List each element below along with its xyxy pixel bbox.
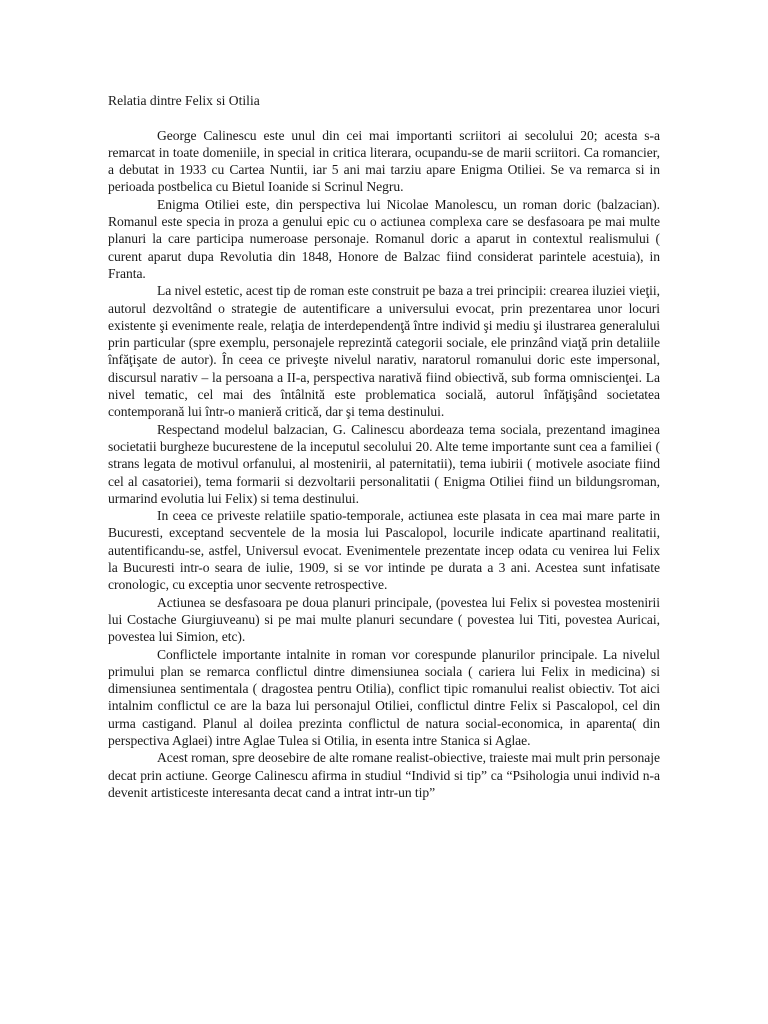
paragraph: Respectand modelul balzacian, G. Calinescu abordeaza tema sociala, prezentand imaginea societatii burgheze bucurestene de la inceputul secolului 20. Alte teme importante sunt cea a familiei ( strans legata de motivul orfanului, al mostenirii, al paternitatii), tema iubirii ( motivele asociate fiind cel al casatoriei), tema formarii si dezvoltarii personalitatii ( Enigma Otiliei fiind un bildungsroman, urmarind evolutia lui Felix) si tema destinului. xyxy=(108,421,660,506)
paragraph: Enigma Otiliei este, din perspectiva lui Nicolae Manolescu, un roman doric (balzacian). Romanul este specia in proza a genului epic cu o actiunea complexa care se desfasoara pe mai multe planuri la care participa numeroase personaje. Romanul doric a aparut in contextul realismului ( curent aparut dupa Revolutia din 1848, Honore de Balzac fiind considerat parintele acestuia), in Franta. xyxy=(108,196,660,281)
paragraph: George Calinescu este unul din cei mai importanti scriitori ai secolului 20; acesta s-a remarcat in toate domeniile, in special in critica literara, ocupandu-se de marii scriitori. Ca romancier, a debutat in 1933 cu Cartea Nuntii, iar 5 ani mai tarziu apare Enigma Otiliei. Se va remarca si in perioada postbelica cu Bietul Ioanide si Scrinul Negru. xyxy=(108,127,660,195)
document-title: Relatia dintre Felix si Otilia xyxy=(108,93,260,108)
document-page xyxy=(108,92,660,801)
paragraph: Actiunea se desfasoara pe doua planuri principale, (povestea lui Felix si povestea mostenirii lui Costache Giurgiuveanu) si pe mai multe planuri secundare ( povestea lui Titi, povestea Auricai, povestea lui Simion, etc). xyxy=(108,594,660,645)
paragraph: In ceea ce priveste relatiile spatio-temporale, actiunea este plasata in cea mai mare parte in Bucuresti, exceptand secventele de la mosia lui Pascalopol, locurile indicate apartinand realitatii, autentificandu-se, astfel, Universul evocat. Evenimentele prezentate incep odata cu venirea lui Felix la Bucuresti intr-o seara de iulie, 1909, si se vor intinde pe durata a 3 ani. Acestea sunt infatisate cronologic, cu exceptia unor secvente retrospective. xyxy=(108,508,660,593)
paragraph: Conflictele importante intalnite in roman vor corespunde planurilor principale. La nivelul primului plan se remarca conflictul dintre dimensiunea sociala ( cariera lui Felix in medicina) si dimensiunea sentimentala ( dragostea pentru Otilia), conflict tipic romanului realist obiectiv. Tot aici intalnim conflictul ce are la baza lui personajul Otiliei, conflictul dintre Felix si Pascalopol, cel din urma castigand. Planul al doilea prezinta conflictul de natura social-economica, in aparenta( din perspectiva Aglaei) intre Aglae Tulea si Otilia, in esenta intre Stanica si Aglae. xyxy=(108,646,660,748)
paragraph: Acest roman, spre deosebire de alte romane realist-obiective, traieste mai mult prin personaje decat prin actiune. George Calinescu afirma in studiul “Individ si tip” ca “Psihologia unui individ n-a devenit artisticeste interesanta decat cand a intrat intr-un tip” xyxy=(108,750,660,800)
paragraph: La nivel estetic, acest tip de roman este construit pe baza a trei principii: crearea iluziei vieţii, autorul dezvoltând o strategie de autentificare a universului evocat, prin prezentarea unor locuri existente şi evenimente reale, relaţia de interdependenţă între individ şi mediu şi ilustrarea generalului prin particular (spre exemplu, personajele reprezintă categorii sociale, ele prinzând viaţă prin detaliile înfăţişate de autor). În ceea ce priveşte nivelul narativ, naratorul romanului doric este impersonal, discursul narativ – la persoana a II-a, perspectiva narativă fiind obiectivă, sub forma omniscienţei. La nivel tematic, cel mai des întâlnită este problematica socială, autorul înfăţişând societatea contemporană lui într-o manieră critică, dar şi tema destinului. xyxy=(108,283,660,420)
